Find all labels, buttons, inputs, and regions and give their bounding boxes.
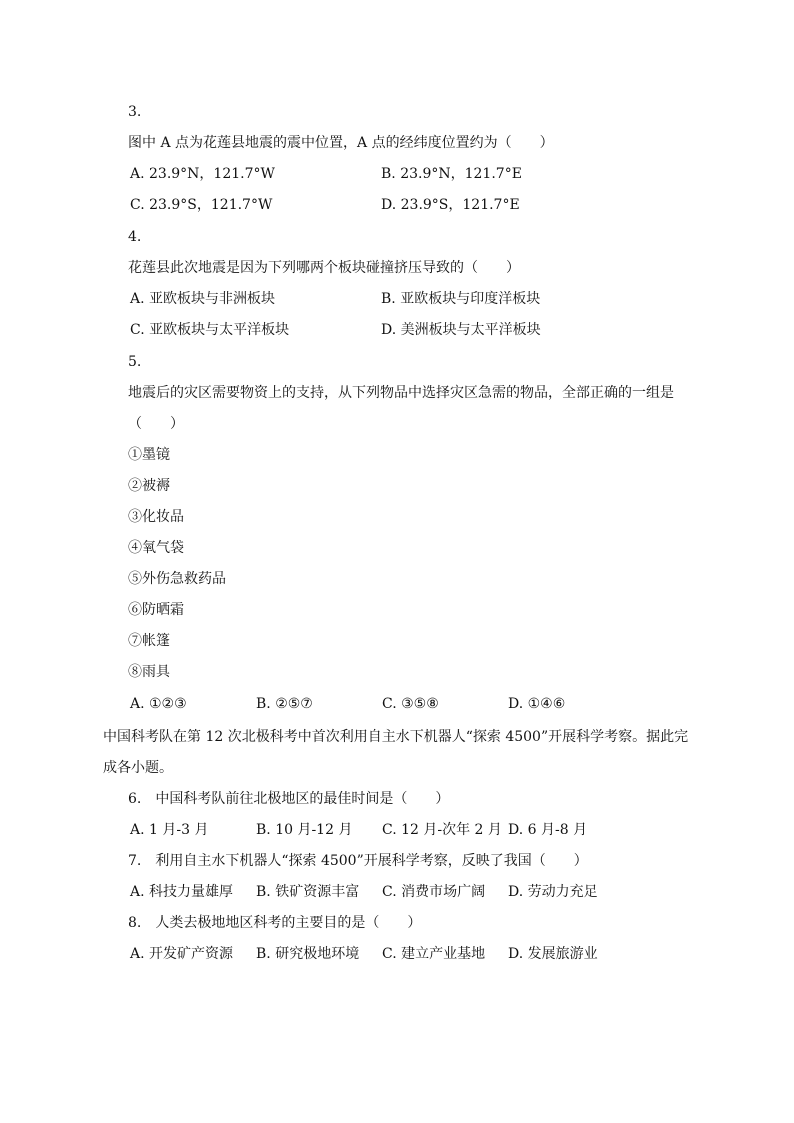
question-5-item: ④氧气袋: [128, 540, 184, 556]
question-5-stem-line-2: （ ）: [128, 416, 184, 432]
question-3-option-a: A. 23.9°N，121.7°W: [130, 166, 275, 182]
passage-line-2: 成各小题。: [103, 760, 173, 776]
question-7-option-d: D. 劳动力充足: [508, 884, 598, 900]
question-7-stem: 7. 利用自主水下机器人“探索 4500”开展科学考察，反映了我国（ ）: [128, 853, 588, 869]
question-4-option-c: C. 亚欧板块与太平洋板块: [130, 322, 290, 338]
question-4-option-b: B. 亚欧板块与印度洋板块: [381, 291, 541, 307]
question-5-option-b: B. ②⑤⑦: [256, 696, 313, 712]
question-8-option-b: B. 研究极地环境: [256, 946, 360, 962]
question-5-item: ①墨镜: [128, 447, 170, 463]
passage-line-1: 中国科考队在第 12 次北极科考中首次利用自主水下机器人“探索 4500”开展科学考察。据此完: [103, 729, 689, 745]
question-5-item: ②被褥: [128, 478, 170, 494]
question-4-option-d: D. 美洲板块与太平洋板块: [381, 322, 541, 338]
question-5-option-d: D. ①④⑥: [508, 696, 566, 712]
question-6-option-b: B. 10 月-12 月: [256, 822, 353, 838]
question-5-item: ③化妆品: [128, 509, 184, 525]
question-5-option-a: A. ①②③: [130, 696, 187, 712]
question-8-option-a: A. 开发矿产资源: [130, 946, 234, 962]
question-7-option-c: C. 消费市场广阔: [382, 884, 486, 900]
question-6-option-d: D. 6 月-8 月: [508, 822, 588, 838]
question-6-option-c: C. 12 月-次年 2 月: [382, 822, 502, 838]
question-7-option-b: B. 铁矿资源丰富: [256, 884, 360, 900]
question-5-item: ⑥防晒霜: [128, 602, 184, 618]
question-8-option-d: D. 发展旅游业: [508, 946, 598, 962]
question-5-stem-line-1: 地震后的灾区需要物资上的支持，从下列物品中选择灾区急需的物品，全部正确的一组是: [128, 385, 674, 401]
question-3-option-b: B. 23.9°N，121.7°E: [381, 166, 522, 182]
question-5-number: 5.: [128, 354, 142, 370]
question-8-option-c: C. 建立产业基地: [382, 946, 486, 962]
question-8-stem: 8. 人类去极地地区科考的主要目的是（ ）: [128, 915, 422, 931]
question-3-option-c: C. 23.9°S，121.7°W: [130, 197, 273, 213]
question-5-item: ⑧雨具: [128, 664, 170, 680]
question-4-stem: 花莲县此次地震是因为下列哪两个板块碰撞挤压导致的（ ）: [128, 260, 520, 276]
question-3-option-d: D. 23.9°S，121.7°E: [381, 197, 520, 213]
question-3-number: 3.: [128, 104, 142, 120]
question-5-item: ⑤外伤急救药品: [128, 571, 226, 587]
question-6-option-a: A. 1 月-3 月: [130, 822, 209, 838]
question-4-option-a: A. 亚欧板块与非洲板块: [130, 291, 276, 307]
question-4-number: 4.: [128, 229, 142, 245]
question-5-item: ⑦帐篷: [128, 633, 170, 649]
question-3-stem: 图中 A 点为花莲县地震的震中位置，A 点的经纬度位置约为（ ）: [128, 135, 554, 151]
question-6-stem: 6. 中国科考队前往北极地区的最佳时间是（ ）: [128, 791, 450, 807]
question-5-option-c: C. ③⑤⑧: [382, 696, 439, 712]
question-7-option-a: A. 科技力量雄厚: [130, 884, 234, 900]
